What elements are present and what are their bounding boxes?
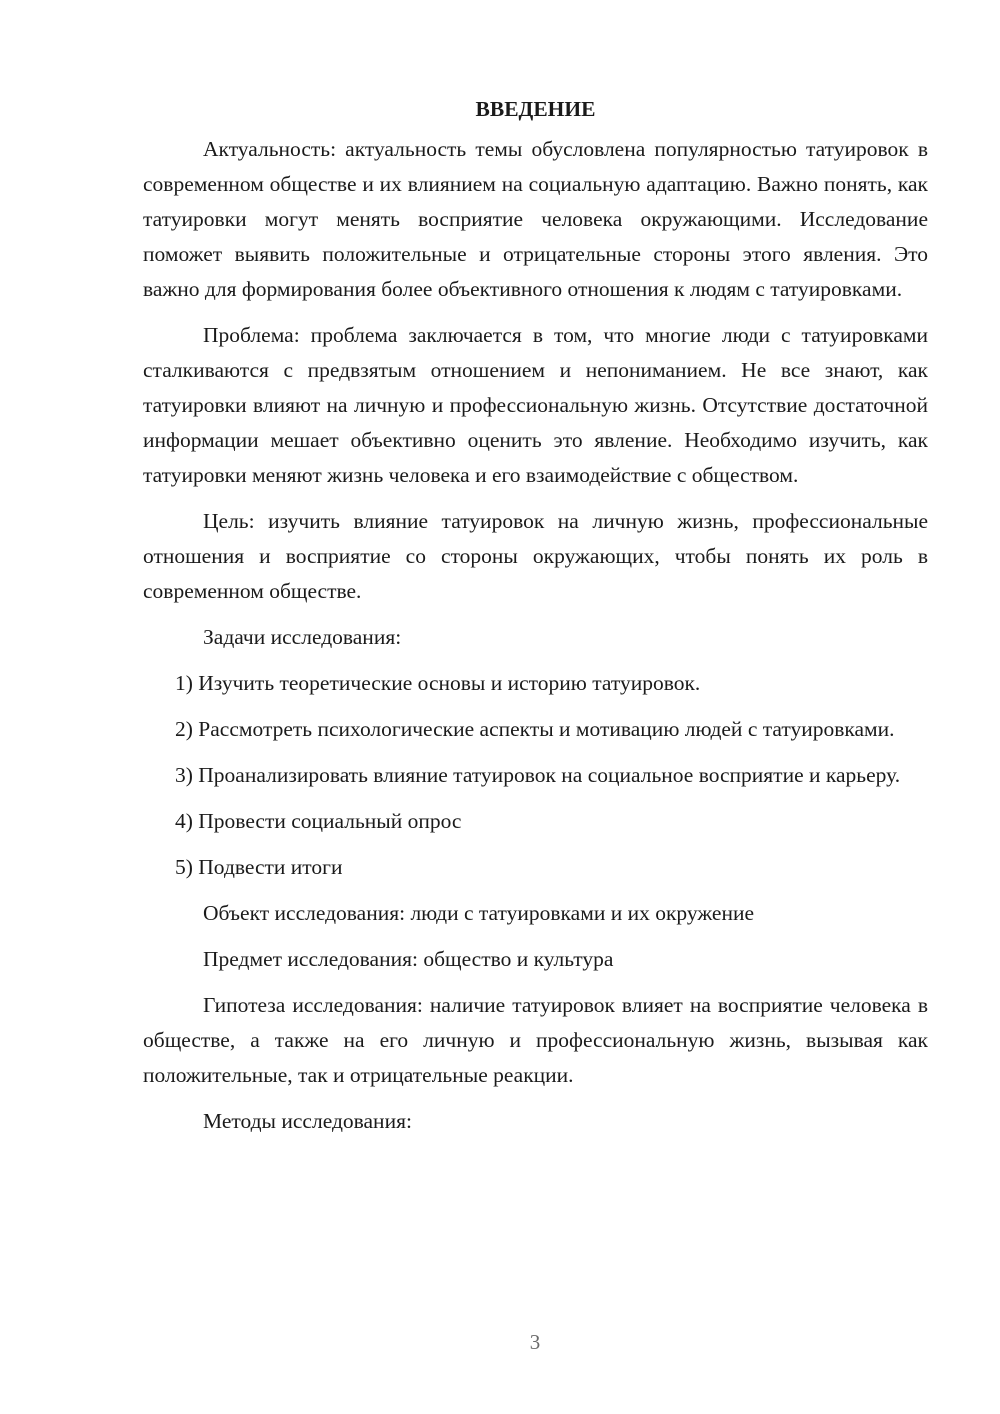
page-number: 3 xyxy=(529,1330,541,1354)
hypothesis-paragraph: Гипотеза исследования: наличие татуировок влияет на восприятие человека в обществе, а также на его личную и профессиональную жизнь, вызывая как положительные, так и отрицательные реакции. xyxy=(143,993,928,1087)
task-item-5: 5) Подвести итоги xyxy=(175,855,343,879)
goal-paragraph: Цель: изучить влияние татуировок на личную жизнь, профессиональные отношения и восприятие со стороны окружающих, чтобы понять их роль в современном обществе. xyxy=(143,509,928,603)
object-paragraph: Объект исследования: люди с татуировками и их окружение xyxy=(203,901,755,925)
problem-paragraph: Проблема: проблема заключается в том, что многие люди с татуировками сталкиваются с предвзятым отношением и непониманием. Не все знают, как татуировки влияют на личную и профессиональную жизнь. Отсутствие достаточной информации мешает объективно оценить это явление. Необходимо изучить, как татуировки меняют жизнь человека и его взаимодействие с обществом. xyxy=(143,323,928,487)
subject-paragraph: Предмет исследования: общество и культура xyxy=(203,947,614,971)
task-item-3: 3) Проанализировать влияние татуировок на социальное восприятие и карьеру. xyxy=(175,763,901,787)
section-title: ВВЕДЕНИЕ xyxy=(475,97,596,121)
relevance-paragraph: Актуальность: актуальность темы обусловлена популярностью татуировок в современном обществе и их влиянием на социальную адаптацию. Важно понять, как татуировки могут менять восприятие человека окружающими. Исследование поможет выявить положительные и отрицательные стороны этого явления. Это важно для формирования более объективного отношения к людям с татуировками. xyxy=(143,137,928,301)
methods-heading: Методы исследования: xyxy=(203,1109,412,1133)
task-item-1: 1) Изучить теоретические основы и историю татуировок. xyxy=(175,671,701,695)
tasks-heading: Задачи исследования: xyxy=(203,625,402,649)
page-body xyxy=(143,92,928,1150)
task-item-4: 4) Провести социальный опрос xyxy=(175,809,462,833)
task-item-2: 2) Рассмотреть психологические аспекты и мотивацию людей с татуировками. xyxy=(175,717,895,741)
